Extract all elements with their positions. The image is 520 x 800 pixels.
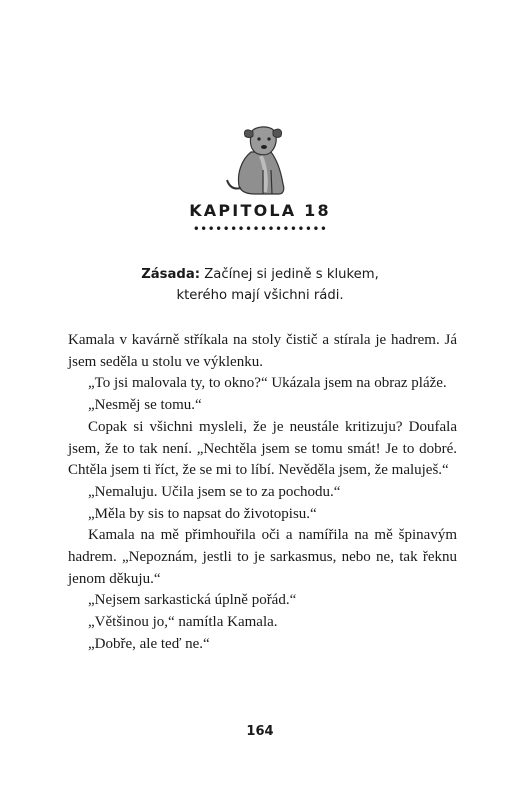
paragraph: „Nemaluju. Učila jsem se to za pochodu.“ (88, 483, 341, 500)
paragraph: Copak si všichni mysleli, že je neustále kritizuju? Doufala jsem, že to tak není. „Nechtěla jsem se tomu smát! Je to dobré. Chtěla jsem ti říct, že se mi to líbí. Nevěděla jsem, že maluješ.“ (68, 418, 457, 479)
chapter-rule (0, 264, 520, 306)
page-number: 164 (246, 724, 274, 739)
rule-line-2: kterého mají všichni rádi. (176, 288, 344, 303)
paragraph: „Měla by sis to napsat do životopisu.“ (88, 505, 317, 522)
paragraph: „Nesměj se tomu.“ (88, 397, 202, 414)
paragraph: „Dobře, ale teď ne.“ (88, 635, 210, 652)
paragraph: Kamala v kavárně stříkala na stoly čistič a stírala je hadrem. Já jsem seděla u stolu ve výklenku. (68, 332, 457, 370)
paragraph: Kamala na mě přimhouřila oči a namířila na mě špinavým hadrem. „Nepoznám, jestli to je sarkasmus, nebo ne, tak řeknu jenom děkuju.“ (68, 527, 457, 587)
paragraph: „To jsi malovala ty, to okno?“ Ukázala jsem na obraz pláže. (88, 375, 447, 392)
rule-line-1 (0, 264, 520, 285)
chapter-ornament: •••••••••••••••••• (192, 222, 328, 236)
rule-label: Zásada: (141, 267, 201, 282)
body-text (68, 330, 457, 656)
paragraph: „Většinou jo,“ namítla Kamala. (88, 614, 278, 631)
rule-text-1: Začínej si jedině s klukem, (200, 267, 379, 282)
chapter-title: KAPITOLA 18 (189, 201, 331, 220)
paragraph: „Nejsem sarkastická úplně pořád.“ (88, 592, 297, 609)
dog-illustration-icon (221, 122, 299, 196)
